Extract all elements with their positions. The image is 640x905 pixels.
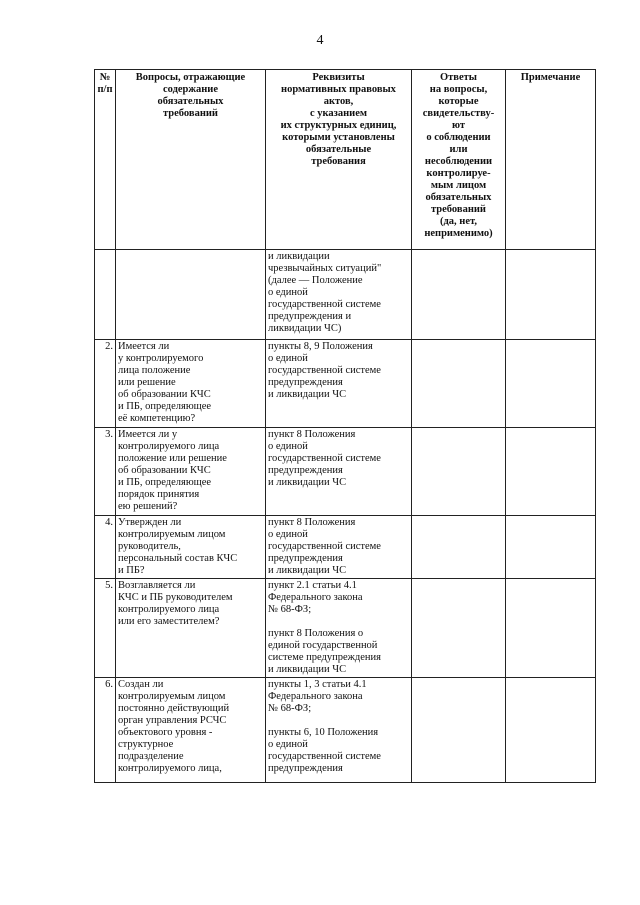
row-note (506, 340, 596, 428)
header-number: № п/п (95, 70, 116, 250)
row-number: 5. (95, 579, 116, 678)
header-question: Вопросы, отражающие содержание обязательных требований (116, 70, 266, 250)
table-row (95, 250, 596, 340)
row-note (506, 516, 596, 579)
row-question: Утвержден ли контролируемым лицом руководитель, персональный состав КЧС и ПБ? (116, 516, 266, 579)
row-number: 2. (95, 340, 116, 428)
row-question: Имеется ли у контролируемого лица положение или решение об образовании КЧС и ПБ, определяющее порядок принятия ею решений? (116, 428, 266, 516)
table-row (95, 579, 596, 678)
row-note (506, 678, 596, 783)
table-row (95, 340, 596, 428)
row-note (506, 428, 596, 516)
row-requisites: пункт 8 Положения о единой государственной системе предупреждения и ликвидации ЧС (266, 516, 412, 579)
row-requisites: пункты 1, 3 статьи 4.1 Федерального закона № 68-ФЗ; пункты 6, 10 Положения о единой государственной системе предупреждения (266, 678, 412, 783)
row-number: 6. (95, 678, 116, 783)
row-answer (412, 516, 506, 579)
header-answer: Ответы на вопросы, которые свидетельству- ют о соблюдении или несоблюдении контролируе- мым лицом обязательных требований (да, нет, неприменимо) (412, 70, 506, 250)
row-requisites: пункты 8, 9 Положения о единой государственной системе предупреждения и ликвидации ЧС (266, 340, 412, 428)
row-answer (412, 428, 506, 516)
table-row (95, 678, 596, 783)
header-requisites: Реквизиты нормативных правовых актов, с указанием их структурных единиц, которыми установлены обязательные требования (266, 70, 412, 250)
row-number (95, 250, 116, 340)
row-note (506, 579, 596, 678)
table-header-row (95, 70, 596, 250)
row-answer (412, 250, 506, 340)
row-answer (412, 678, 506, 783)
header-note: Примечание (506, 70, 596, 250)
row-requisites: пункт 2.1 статьи 4.1 Федерального закона № 68-ФЗ; пункт 8 Положения о единой государственной системе предупреждения и ликвидации ЧС (266, 579, 412, 678)
table-row (95, 428, 596, 516)
compliance-checklist-table (94, 69, 596, 783)
row-answer (412, 340, 506, 428)
page-number: 4 (316, 33, 324, 48)
row-question (116, 250, 266, 340)
row-question: Имеется ли у контролируемого лица положение или решение об образовании КЧС и ПБ, определяющее её компетенцию? (116, 340, 266, 428)
row-number: 4. (95, 516, 116, 579)
row-note (506, 250, 596, 340)
row-number: 3. (95, 428, 116, 516)
table-row (95, 516, 596, 579)
row-question: Возглавляется ли КЧС и ПБ руководителем контролируемого лица или его заместителем? (116, 579, 266, 678)
row-question: Создан ли контролируемым лицом постоянно действующий орган управления РСЧС объектового уровня - структурное подразделение контролируемого лица, (116, 678, 266, 783)
row-answer (412, 579, 506, 678)
row-requisites: и ликвидации чрезвычайных ситуаций" (далее — Положение о единой государственной системе предупреждения и ликвидации ЧС) (266, 250, 412, 340)
row-requisites: пункт 8 Положения о единой государственной системе предупреждения и ликвидации ЧС (266, 428, 412, 516)
